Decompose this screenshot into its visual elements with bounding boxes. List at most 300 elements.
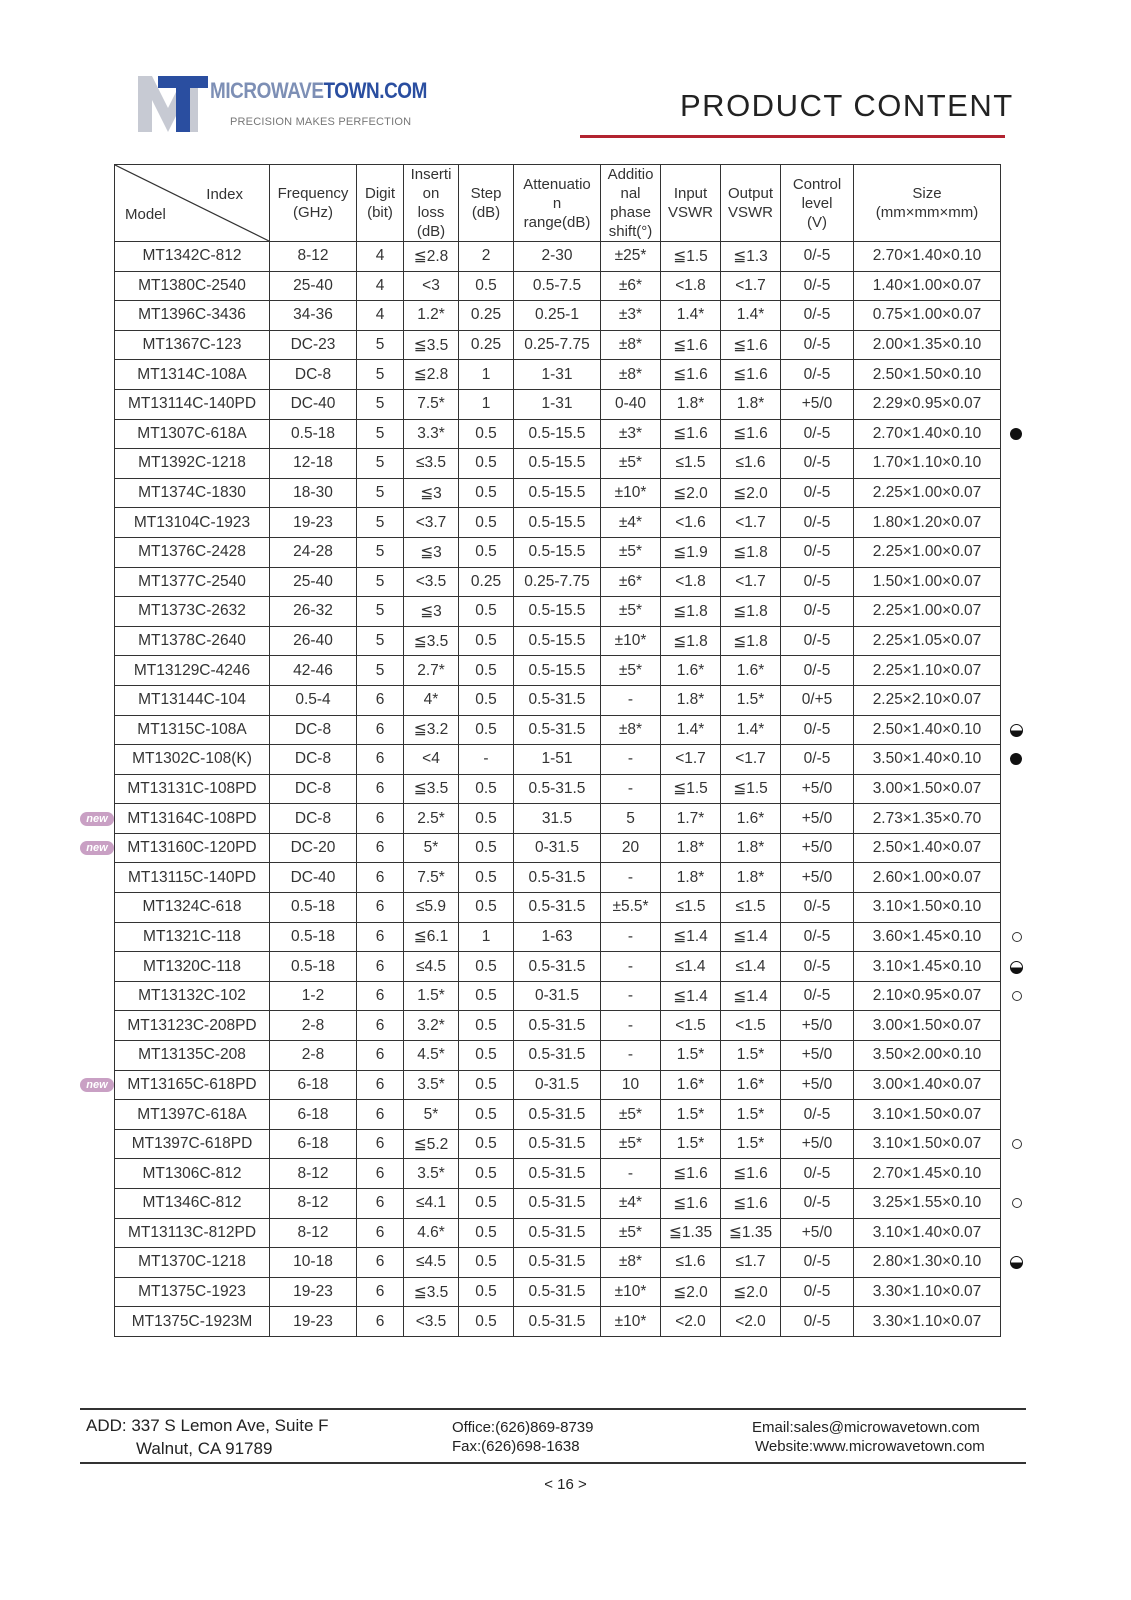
table-row <box>115 833 1001 863</box>
cell-size: 1.70×1.10×0.10 <box>854 449 1001 479</box>
cell-phase-shift: ±5* <box>601 449 661 479</box>
cell-output-vswr: <1.7 <box>721 271 781 301</box>
cell-phase-shift: ±5* <box>601 1129 661 1159</box>
cell-insertion-loss: 4.6* <box>404 1218 459 1248</box>
cell-insertion-loss: 2.5* <box>404 804 459 834</box>
cell-size: 3.00×1.50×0.07 <box>854 1011 1001 1041</box>
cell-size: 3.00×1.50×0.07 <box>854 774 1001 804</box>
cell-output-vswr: 1.4* <box>721 301 781 331</box>
table-row <box>115 1159 1001 1189</box>
cell-attenuation-range: 0.25-7.75 <box>514 567 601 597</box>
cell-digit: 4 <box>357 301 404 331</box>
cell-insertion-loss: 5* <box>404 1100 459 1130</box>
table-row <box>115 1218 1001 1248</box>
header-digit: Digit (bit) <box>357 165 404 242</box>
new-badge-icon: new <box>80 812 114 826</box>
cell-size: 3.10×1.50×0.10 <box>854 893 1001 923</box>
cell-size: 2.80×1.30×0.10 <box>854 1248 1001 1278</box>
cell-attenuation-range: 1-31 <box>514 360 601 390</box>
cell-size: 2.70×1.40×0.10 <box>854 242 1001 272</box>
cell-model: MT13132C-102 <box>115 981 270 1011</box>
cell-phase-shift: ±8* <box>601 360 661 390</box>
cell-input-vswr: <1.5 <box>661 1011 721 1041</box>
table-body <box>115 242 1001 1337</box>
cell-frequency: DC-23 <box>270 330 357 360</box>
table-row <box>115 508 1001 538</box>
cell-attenuation-range: 0.5-15.5 <box>514 419 601 449</box>
cell-attenuation-range: 0.5-31.5 <box>514 1100 601 1130</box>
footer-rule-top <box>80 1408 1026 1410</box>
cell-size: 2.60×1.00×0.07 <box>854 863 1001 893</box>
new-badge-icon: new <box>80 841 114 855</box>
table-row <box>115 389 1001 419</box>
cell-digit: 6 <box>357 1129 404 1159</box>
cell-digit: 6 <box>357 1218 404 1248</box>
cell-control-level: 0/-5 <box>781 419 854 449</box>
cell-frequency: 24-28 <box>270 537 357 567</box>
cell-size: 3.50×2.00×0.10 <box>854 1041 1001 1071</box>
cell-digit: 5 <box>357 656 404 686</box>
cell-output-vswr: 1.6* <box>721 1070 781 1100</box>
cell-output-vswr: <1.5 <box>721 1011 781 1041</box>
footer-address-line1: ADD: 337 S Lemon Ave, Suite F <box>86 1416 329 1435</box>
brand-logo <box>138 72 438 142</box>
cell-insertion-loss: 4* <box>404 685 459 715</box>
cell-frequency: 42-46 <box>270 656 357 686</box>
cell-size: 2.29×0.95×0.07 <box>854 389 1001 419</box>
cell-insertion-loss: 5* <box>404 833 459 863</box>
cell-size: 3.10×1.45×0.10 <box>854 952 1001 982</box>
cell-input-vswr: ≤1.5 <box>661 893 721 923</box>
cell-phase-shift: ±5* <box>601 597 661 627</box>
page-title: PRODUCT CONTENT <box>680 88 1014 123</box>
cell-model: MT1378C-2640 <box>115 626 270 656</box>
cell-size: 2.25×1.00×0.07 <box>854 537 1001 567</box>
cell-digit: 6 <box>357 922 404 952</box>
cell-input-vswr: 1.5* <box>661 1100 721 1130</box>
header-attenuation-range: Attenuatio n range(dB) <box>514 165 601 242</box>
cell-step: 0.5 <box>459 1011 514 1041</box>
filled-circle-icon <box>1010 428 1022 440</box>
cell-control-level: 0/+5 <box>781 685 854 715</box>
cell-attenuation-range: 0-31.5 <box>514 981 601 1011</box>
cell-digit: 6 <box>357 981 404 1011</box>
cell-model: MT1397C-618PD <box>115 1129 270 1159</box>
cell-model: MT13164C-108PD <box>115 804 270 834</box>
cell-phase-shift: - <box>601 863 661 893</box>
cell-phase-shift: ±8* <box>601 330 661 360</box>
cell-phase-shift: 10 <box>601 1070 661 1100</box>
cell-input-vswr: ≦1.8 <box>661 626 721 656</box>
cell-size: 2.25×2.10×0.07 <box>854 685 1001 715</box>
cell-step: 1 <box>459 360 514 390</box>
cell-insertion-loss: 7.5* <box>404 389 459 419</box>
cell-step: 0.25 <box>459 567 514 597</box>
half-circle-icon <box>1010 961 1023 974</box>
cell-digit: 5 <box>357 567 404 597</box>
table-row <box>115 597 1001 627</box>
table-row <box>115 656 1001 686</box>
cell-input-vswr: <2.0 <box>661 1307 721 1337</box>
cell-phase-shift: - <box>601 922 661 952</box>
cell-frequency: DC-8 <box>270 745 357 775</box>
cell-attenuation-range: 0.5-31.5 <box>514 1041 601 1071</box>
cell-insertion-loss: 3.5* <box>404 1070 459 1100</box>
table-row <box>115 1070 1001 1100</box>
cell-model: MT1374C-1830 <box>115 478 270 508</box>
cell-size: 1.80×1.20×0.07 <box>854 508 1001 538</box>
cell-control-level: +5/0 <box>781 774 854 804</box>
cell-digit: 6 <box>357 1248 404 1278</box>
cell-digit: 6 <box>357 952 404 982</box>
half-circle-icon <box>1010 1256 1023 1269</box>
cell-attenuation-range: 0.5-31.5 <box>514 1307 601 1337</box>
cell-model: MT1321C-118 <box>115 922 270 952</box>
title-rule <box>580 135 1005 138</box>
cell-digit: 5 <box>357 419 404 449</box>
cell-size: 3.30×1.10×0.07 <box>854 1307 1001 1337</box>
cell-control-level: 0/-5 <box>781 922 854 952</box>
cell-model: MT1392C-1218 <box>115 449 270 479</box>
cell-control-level: 0/-5 <box>781 330 854 360</box>
cell-input-vswr: ≤1.6 <box>661 1248 721 1278</box>
cell-frequency: 0.5-18 <box>270 952 357 982</box>
brand-tagline: PRECISION MAKES PERFECTION <box>230 116 412 128</box>
cell-insertion-loss: ≤4.5 <box>404 1248 459 1278</box>
cell-output-vswr: ≦2.0 <box>721 478 781 508</box>
cell-digit: 6 <box>357 715 404 745</box>
cell-model: MT13115C-140PD <box>115 863 270 893</box>
cell-frequency: 6-18 <box>270 1129 357 1159</box>
cell-phase-shift: ±5* <box>601 1218 661 1248</box>
cell-step: 0.5 <box>459 1129 514 1159</box>
cell-digit: 5 <box>357 330 404 360</box>
cell-phase-shift: 5 <box>601 804 661 834</box>
cell-digit: 6 <box>357 1277 404 1307</box>
cell-input-vswr: <1.6 <box>661 508 721 538</box>
table-row <box>115 1189 1001 1219</box>
cell-model: MT1307C-618A <box>115 419 270 449</box>
cell-output-vswr: 1.8* <box>721 389 781 419</box>
cell-phase-shift: ±4* <box>601 508 661 538</box>
cell-insertion-loss: ≦6.1 <box>404 922 459 952</box>
cell-attenuation-range: 0.5-31.5 <box>514 715 601 745</box>
cell-attenuation-range: 2-30 <box>514 242 601 272</box>
cell-input-vswr: ≦1.8 <box>661 597 721 627</box>
cell-frequency: DC-40 <box>270 863 357 893</box>
cell-control-level: +5/0 <box>781 1011 854 1041</box>
cell-model: MT1346C-812 <box>115 1189 270 1219</box>
cell-step: 0.5 <box>459 271 514 301</box>
cell-control-level: 0/-5 <box>781 626 854 656</box>
cell-insertion-loss: <3.5 <box>404 567 459 597</box>
table-row <box>115 330 1001 360</box>
cell-step: 0.5 <box>459 893 514 923</box>
cell-size: 3.10×1.50×0.07 <box>854 1100 1001 1130</box>
cell-digit: 6 <box>357 1041 404 1071</box>
table-row <box>115 1277 1001 1307</box>
cell-input-vswr: 1.8* <box>661 685 721 715</box>
cell-control-level: 0/-5 <box>781 1277 854 1307</box>
cell-frequency: 26-32 <box>270 597 357 627</box>
page-number: < 16 > <box>544 1476 587 1493</box>
cell-digit: 6 <box>357 893 404 923</box>
cell-insertion-loss: <3.5 <box>404 1307 459 1337</box>
cell-digit: 6 <box>357 1011 404 1041</box>
footer-email[interactable]: Email:sales@microwavetown.com <box>752 1419 980 1436</box>
cell-attenuation-range: 0.5-15.5 <box>514 449 601 479</box>
header-control-level: Control level (V) <box>781 165 854 242</box>
cell-input-vswr: 1.4* <box>661 715 721 745</box>
cell-attenuation-range: 1-51 <box>514 745 601 775</box>
cell-input-vswr: 1.5* <box>661 1129 721 1159</box>
cell-model: MT13160C-120PD <box>115 833 270 863</box>
cell-insertion-loss: ≦3.5 <box>404 1277 459 1307</box>
cell-frequency: DC-8 <box>270 715 357 745</box>
cell-insertion-loss: <3 <box>404 271 459 301</box>
cell-model: MT1342C-812 <box>115 242 270 272</box>
cell-digit: 5 <box>357 449 404 479</box>
cell-insertion-loss: ≤4.1 <box>404 1189 459 1219</box>
cell-model: MT1377C-2540 <box>115 567 270 597</box>
cell-step: 0.5 <box>459 1100 514 1130</box>
cell-output-vswr: 1.5* <box>721 1129 781 1159</box>
cell-model: MT1375C-1923M <box>115 1307 270 1337</box>
cell-output-vswr: ≦1.35 <box>721 1218 781 1248</box>
footer-website[interactable]: Website:www.microwavetown.com <box>755 1438 985 1455</box>
cell-phase-shift: 20 <box>601 833 661 863</box>
cell-output-vswr: ≦1.5 <box>721 774 781 804</box>
cell-control-level: 0/-5 <box>781 271 854 301</box>
cell-insertion-loss: ≦2.8 <box>404 242 459 272</box>
cell-frequency: 0.5-18 <box>270 922 357 952</box>
cell-step: 0.5 <box>459 804 514 834</box>
cell-input-vswr: ≦1.5 <box>661 774 721 804</box>
cell-model: MT13104C-1923 <box>115 508 270 538</box>
cell-frequency: 0.5-4 <box>270 685 357 715</box>
cell-digit: 6 <box>357 774 404 804</box>
cell-step: 0.5 <box>459 774 514 804</box>
cell-input-vswr: 1.8* <box>661 833 721 863</box>
cell-size: 2.70×1.40×0.10 <box>854 419 1001 449</box>
cell-model: MT1306C-812 <box>115 1159 270 1189</box>
cell-output-vswr: 1.5* <box>721 1041 781 1071</box>
cell-size: 2.50×1.40×0.10 <box>854 715 1001 745</box>
cell-control-level: 0/-5 <box>781 301 854 331</box>
cell-size: 2.50×1.40×0.07 <box>854 833 1001 863</box>
cell-input-vswr: ≦1.6 <box>661 360 721 390</box>
cell-frequency: DC-8 <box>270 774 357 804</box>
header-phase-shift: Additio nal phase shift(°) <box>601 165 661 242</box>
cell-input-vswr: 1.4* <box>661 301 721 331</box>
cell-control-level: +5/0 <box>781 1041 854 1071</box>
cell-step: 0.25 <box>459 301 514 331</box>
cell-phase-shift: ±8* <box>601 715 661 745</box>
cell-control-level: 0/-5 <box>781 656 854 686</box>
cell-input-vswr: 1.8* <box>661 389 721 419</box>
cell-model: MT1397C-618A <box>115 1100 270 1130</box>
cell-attenuation-range: 1-63 <box>514 922 601 952</box>
cell-output-vswr: 1.8* <box>721 863 781 893</box>
table-row <box>115 715 1001 745</box>
cell-step: 0.5 <box>459 478 514 508</box>
cell-input-vswr: ≦2.0 <box>661 478 721 508</box>
cell-output-vswr: <2.0 <box>721 1307 781 1337</box>
cell-model: MT1302C-108(K) <box>115 745 270 775</box>
cell-input-vswr: ≦1.6 <box>661 330 721 360</box>
cell-insertion-loss: 1.2* <box>404 301 459 331</box>
cell-control-level: 0/-5 <box>781 478 854 508</box>
cell-attenuation-range: 0.5-31.5 <box>514 1159 601 1189</box>
cell-input-vswr: ≦1.6 <box>661 1159 721 1189</box>
table-row <box>115 893 1001 923</box>
cell-phase-shift: ±25* <box>601 242 661 272</box>
cell-step: - <box>459 745 514 775</box>
cell-phase-shift: ±10* <box>601 1307 661 1337</box>
cell-control-level: +5/0 <box>781 1129 854 1159</box>
cell-step: 0.5 <box>459 833 514 863</box>
cell-phase-shift: - <box>601 952 661 982</box>
cell-digit: 5 <box>357 389 404 419</box>
cell-input-vswr: 1.5* <box>661 1041 721 1071</box>
cell-output-vswr: ≦2.0 <box>721 1277 781 1307</box>
cell-attenuation-range: 0.5-31.5 <box>514 774 601 804</box>
cell-insertion-loss: ≦3.2 <box>404 715 459 745</box>
cell-model: MT1380C-2540 <box>115 271 270 301</box>
footer-rule-bottom <box>80 1462 1026 1464</box>
cell-frequency: 2-8 <box>270 1041 357 1071</box>
cell-output-vswr: ≦1.6 <box>721 330 781 360</box>
header-input-vswr: Input VSWR <box>661 165 721 242</box>
cell-frequency: 2-8 <box>270 1011 357 1041</box>
cell-attenuation-range: 0.5-31.5 <box>514 1218 601 1248</box>
cell-control-level: 0/-5 <box>781 1100 854 1130</box>
table-row <box>115 626 1001 656</box>
cell-output-vswr: 1.5* <box>721 685 781 715</box>
cell-control-level: +5/0 <box>781 833 854 863</box>
table-row <box>115 1248 1001 1278</box>
cell-frequency: 26-40 <box>270 626 357 656</box>
half-circle-icon <box>1010 724 1023 737</box>
cell-output-vswr: ≤1.6 <box>721 449 781 479</box>
cell-control-level: +5/0 <box>781 863 854 893</box>
table-row <box>115 863 1001 893</box>
cell-step: 0.5 <box>459 1189 514 1219</box>
cell-model: MT1370C-1218 <box>115 1248 270 1278</box>
cell-input-vswr: <1.7 <box>661 745 721 775</box>
cell-step: 0.5 <box>459 626 514 656</box>
empty-circle-icon <box>1012 1198 1022 1208</box>
header-size: Size (mm×mm×mm) <box>854 165 1001 242</box>
cell-attenuation-range: 0-31.5 <box>514 1070 601 1100</box>
cell-digit: 6 <box>357 1159 404 1189</box>
cell-phase-shift: ±10* <box>601 626 661 656</box>
cell-attenuation-range: 31.5 <box>514 804 601 834</box>
cell-digit: 5 <box>357 626 404 656</box>
cell-digit: 6 <box>357 1100 404 1130</box>
cell-output-vswr: <1.7 <box>721 567 781 597</box>
cell-insertion-loss: 4.5* <box>404 1041 459 1071</box>
cell-frequency: 34-36 <box>270 301 357 331</box>
cell-insertion-loss: ≤5.9 <box>404 893 459 923</box>
cell-phase-shift: ±10* <box>601 1277 661 1307</box>
cell-input-vswr: ≤1.5 <box>661 449 721 479</box>
cell-size: 2.70×1.45×0.10 <box>854 1159 1001 1189</box>
cell-step: 0.5 <box>459 597 514 627</box>
cell-phase-shift: - <box>601 1159 661 1189</box>
footer-address-line2: Walnut, CA 91789 <box>136 1439 273 1458</box>
cell-phase-shift: ±5* <box>601 537 661 567</box>
cell-input-vswr: ≦1.9 <box>661 537 721 567</box>
cell-output-vswr: ≦1.6 <box>721 419 781 449</box>
header-output-vswr: Output VSWR <box>721 165 781 242</box>
new-badge-icon: new <box>80 1078 114 1092</box>
cell-attenuation-range: 0.5-31.5 <box>514 685 601 715</box>
table-row <box>115 922 1001 952</box>
cell-output-vswr: <1.7 <box>721 745 781 775</box>
cell-output-vswr: ≦1.6 <box>721 1189 781 1219</box>
cell-phase-shift: ±3* <box>601 419 661 449</box>
header-step: Step (dB) <box>459 165 514 242</box>
cell-step: 0.5 <box>459 981 514 1011</box>
cell-attenuation-range: 0.5-31.5 <box>514 1129 601 1159</box>
cell-frequency: DC-8 <box>270 360 357 390</box>
header-insertion-loss: Inserti on loss (dB) <box>404 165 459 242</box>
cell-size: 3.10×1.40×0.07 <box>854 1218 1001 1248</box>
cell-size: 3.10×1.50×0.07 <box>854 1129 1001 1159</box>
cell-control-level: 0/-5 <box>781 893 854 923</box>
cell-model: MT13123C-208PD <box>115 1011 270 1041</box>
cell-control-level: 0/-5 <box>781 449 854 479</box>
cell-phase-shift: ±6* <box>601 271 661 301</box>
cell-output-vswr: 1.6* <box>721 804 781 834</box>
cell-digit: 6 <box>357 863 404 893</box>
cell-control-level: 0/-5 <box>781 1159 854 1189</box>
cell-input-vswr: 1.6* <box>661 656 721 686</box>
cell-attenuation-range: 0.5-31.5 <box>514 1011 601 1041</box>
cell-size: 1.40×1.00×0.07 <box>854 271 1001 301</box>
cell-input-vswr: ≤1.4 <box>661 952 721 982</box>
cell-control-level: 0/-5 <box>781 508 854 538</box>
footer-fax: Fax:(626)698-1638 <box>452 1438 580 1455</box>
cell-model: MT1315C-108A <box>115 715 270 745</box>
cell-size: 3.25×1.55×0.10 <box>854 1189 1001 1219</box>
cell-control-level: 0/-5 <box>781 745 854 775</box>
table-row <box>115 419 1001 449</box>
cell-insertion-loss: ≦3 <box>404 597 459 627</box>
cell-attenuation-range: 0-31.5 <box>514 833 601 863</box>
cell-size: 3.00×1.40×0.07 <box>854 1070 1001 1100</box>
cell-input-vswr: <1.8 <box>661 567 721 597</box>
cell-model: MT1320C-118 <box>115 952 270 982</box>
cell-control-level: 0/-5 <box>781 242 854 272</box>
cell-size: 3.60×1.45×0.10 <box>854 922 1001 952</box>
cell-phase-shift: ±10* <box>601 478 661 508</box>
cell-control-level: 0/-5 <box>781 981 854 1011</box>
cell-model: MT13144C-104 <box>115 685 270 715</box>
cell-frequency: DC-40 <box>270 389 357 419</box>
cell-frequency: 8-12 <box>270 1189 357 1219</box>
cell-size: 2.50×1.50×0.10 <box>854 360 1001 390</box>
cell-frequency: 19-23 <box>270 508 357 538</box>
cell-frequency: 8-12 <box>270 1159 357 1189</box>
table-row <box>115 804 1001 834</box>
cell-output-vswr: ≤1.5 <box>721 893 781 923</box>
cell-insertion-loss: ≤3.5 <box>404 449 459 479</box>
table-header-row <box>115 165 1001 242</box>
cell-phase-shift: - <box>601 685 661 715</box>
table-row <box>115 1307 1001 1337</box>
